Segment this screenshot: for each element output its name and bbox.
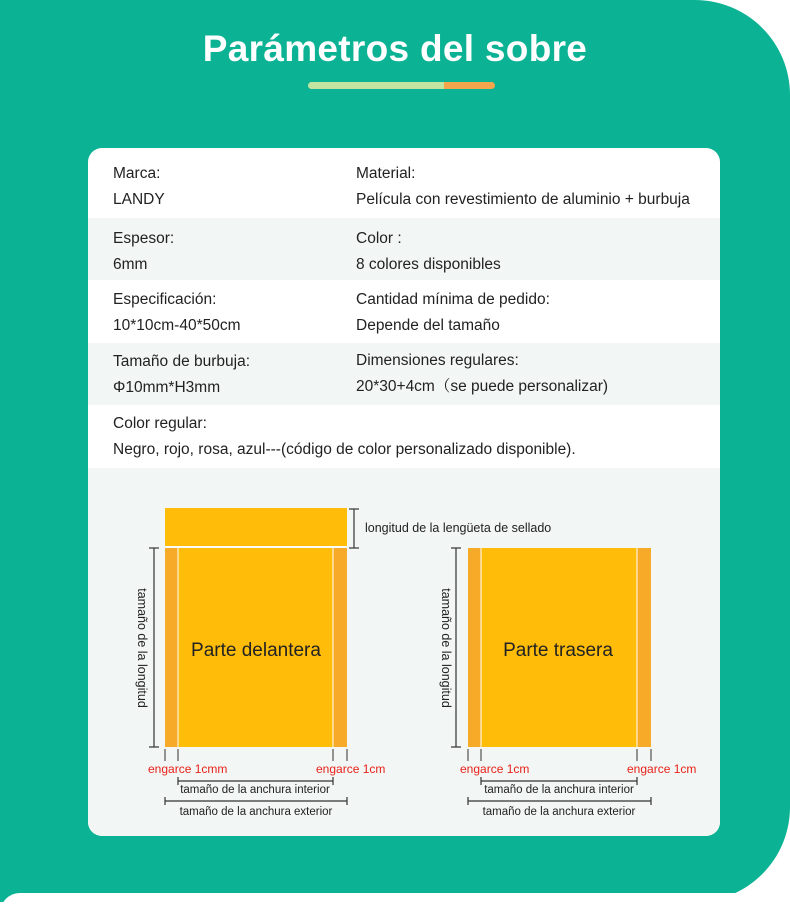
thickness-label: Espesor: <box>113 230 175 247</box>
spec-cell <box>113 287 241 339</box>
spec-label: Especificación: <box>113 291 217 308</box>
color-value: 8 colores disponibles <box>356 256 501 273</box>
back-right-seam-label: engarce 1cm <box>627 762 697 776</box>
regular-color-label: Color regular: <box>113 415 207 432</box>
back-length-label: tamaño de la longitud <box>439 588 453 708</box>
param-row-brand-material <box>88 148 720 218</box>
param-row-bubble-dims <box>88 343 720 405</box>
bubble-value: Φ10mm*H3mm <box>113 379 221 396</box>
brand-label: Marca: <box>113 165 161 182</box>
param-row-spec-moq <box>88 280 720 343</box>
dims-value: 20*30+4cm（se puede personalizar) <box>356 378 609 395</box>
back-left-seam-label: engarce 1cm <box>460 762 530 776</box>
color-cell <box>356 226 501 278</box>
bubble-cell <box>113 349 250 401</box>
bottom-strip <box>0 893 790 913</box>
dims-label: Dimensiones regulares: <box>356 352 519 369</box>
brand-cell <box>113 161 165 213</box>
param-row-thickness-color <box>88 218 720 280</box>
material-value: Película con revestimiento de aluminio + burbuja <box>356 191 690 208</box>
underline-green-segment <box>308 82 444 89</box>
title-underline <box>308 82 495 89</box>
material-cell <box>356 161 690 213</box>
underline-orange-segment <box>444 82 495 89</box>
back-side-label: Parte trasera <box>503 640 613 661</box>
bubble-label: Tamaño de burbuja: <box>113 353 251 370</box>
thickness-value: 6mm <box>113 256 148 273</box>
flap-length-label: longitud de la lengüeta de sellado <box>365 521 552 535</box>
envelope-diagram <box>88 468 720 836</box>
spec-value: 10*10cm-40*50cm <box>113 317 241 334</box>
page-title: Parámetros del sobre <box>202 28 588 69</box>
param-row-regular-color <box>88 405 720 468</box>
moq-label: Cantidad mínima de pedido: <box>356 291 550 308</box>
brand-value: LANDY <box>113 191 165 208</box>
front-right-seam-label: engarce 1cm <box>316 762 386 776</box>
back-inner-width-label: tamaño de la anchura interior <box>484 784 634 796</box>
moq-value: Depende del tamaño <box>356 317 500 334</box>
regular-color-cell <box>113 411 576 463</box>
front-length-label: tamaño de la longitud <box>135 588 149 708</box>
color-label: Color : <box>356 230 402 247</box>
thickness-cell <box>113 226 174 278</box>
front-flap <box>165 508 347 546</box>
material-label: Material: <box>356 165 416 182</box>
front-outer-width-label: tamaño de la anchura exterior <box>179 806 333 818</box>
front-left-seam-label: engarce 1cmm <box>148 762 228 776</box>
dims-cell <box>356 348 608 400</box>
front-inner-width-label: tamaño de la anchura interior <box>180 784 330 796</box>
parameters-card <box>88 148 720 836</box>
back-outer-width-label: tamaño de la anchura exterior <box>482 806 636 818</box>
envelope-diagram-area <box>88 468 720 836</box>
front-side-label: Parte delantera <box>191 640 321 661</box>
regular-color-value: Negro, rojo, rosa, azul---(código de color personalizado disponible). <box>113 441 576 458</box>
moq-cell <box>356 287 550 339</box>
